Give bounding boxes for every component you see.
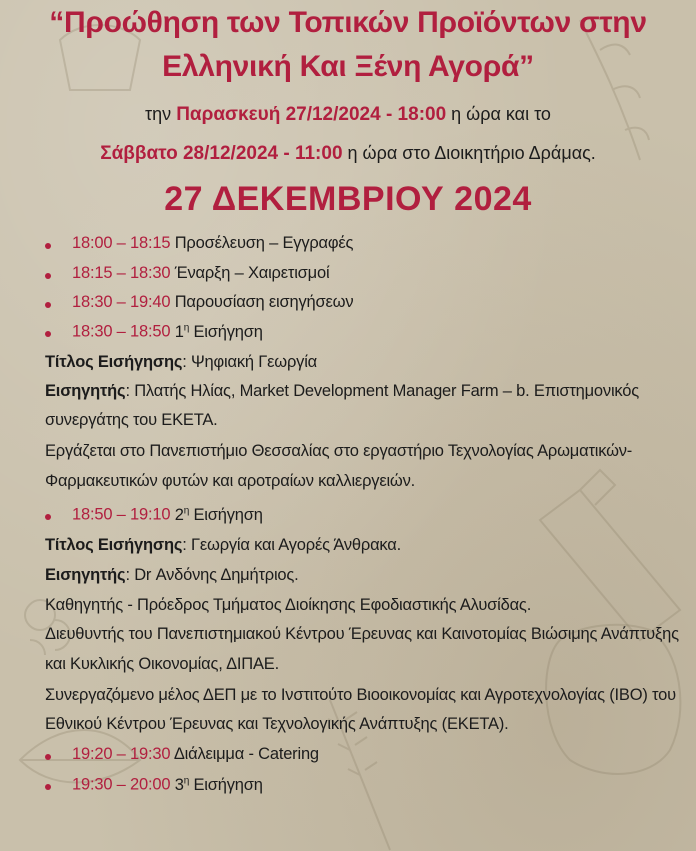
talk-number: 3 xyxy=(174,775,184,794)
bullet-icon xyxy=(45,331,51,337)
speaker-label: Εισηγητής xyxy=(45,382,126,400)
bullet-icon xyxy=(45,243,51,249)
speaker-value: : Dr Ανδόνης Δημήτριος. xyxy=(125,566,299,584)
bottle-sketch xyxy=(540,470,680,640)
schedule-text: Παρουσίαση εισηγήσεων xyxy=(174,293,354,311)
schedule-text xyxy=(175,506,263,524)
schedule-item xyxy=(72,745,319,764)
schedule-time: 18:00 – 18:15 xyxy=(72,234,171,252)
schedule-item xyxy=(72,264,329,283)
talk-2-speaker xyxy=(45,566,299,585)
day-2-datetime: Σάββατο 28/12/2024 - 11:00 xyxy=(100,143,343,164)
event-title-line-1: “Προώθηση των Τοπικών Προϊόντων στην xyxy=(49,6,647,39)
talk-2-bio-1: Καθηγητής - Πρόεδρος Τμήματος Διοίκησης Εφοδιαστικής Αλυσίδας. xyxy=(45,596,532,614)
schedule-time: 19:30 – 20:00 xyxy=(72,775,171,794)
schedule-item xyxy=(72,775,263,795)
talk-label: Εισήγηση xyxy=(193,505,263,524)
event-date-line-1 xyxy=(0,104,696,126)
talk-label: Εισήγηση xyxy=(193,322,263,341)
talk-1-title xyxy=(45,353,317,372)
bullet-icon xyxy=(45,514,51,520)
bullet-icon xyxy=(45,784,51,790)
ordinal-suffix: η xyxy=(183,775,190,786)
day-heading: 27 ΔΕΚΕΜΒΡΙΟΥ 2024 xyxy=(164,180,532,218)
talk-title-label: Τίτλος Εισήγησης xyxy=(45,536,183,554)
day-1-datetime: Παρασκευή 27/12/2024 - 18:00 xyxy=(176,104,447,125)
speaker-value: : Πλατής Ηλίας, Market Development Manager Farm – b. Επιστημονικός xyxy=(125,382,639,400)
schedule-time: 18:50 – 19:10 xyxy=(72,505,171,524)
ordinal-suffix: η xyxy=(183,322,190,333)
talk-title-label: Τίτλος Εισήγησης xyxy=(45,353,183,371)
talk-2-bio-3: και Κυκλικής Οικονομίας, ΔΙΠΑΕ. xyxy=(45,655,279,673)
schedule-time: 19:20 – 19:30 xyxy=(72,745,171,763)
talk-title-value: : Γεωργία και Αγορές Άνθρακα. xyxy=(182,536,401,554)
schedule-time: 18:30 – 19:40 xyxy=(72,293,171,311)
ordinal-suffix: η xyxy=(183,505,190,516)
schedule-time: 18:15 – 18:30 xyxy=(72,264,171,282)
venue-text: η ώρα στο Διοικητήριο Δράμας. xyxy=(347,143,596,163)
olive-branch-sketch xyxy=(580,20,649,160)
talk-label: Εισήγηση xyxy=(193,775,263,794)
bullet-icon xyxy=(45,754,51,760)
talk-1-speaker xyxy=(45,382,639,401)
schedule-text: Διάλειμμα - Catering xyxy=(173,745,319,763)
talk-2-bio-5: Εθνικού Κέντρου Έρευνας και Τεχνολογικής Ανάπτυξης (ΕΚΕΤΑ). xyxy=(45,715,509,733)
talk-number: 1 xyxy=(174,322,184,341)
schedule-text xyxy=(175,776,263,794)
schedule-item xyxy=(72,293,353,312)
event-date-line-2 xyxy=(0,143,696,165)
talk-2-bio-4: Συνεργαζόμενο μέλος ΔΕΠ με το Ινστιτούτο Βιοοικονομίας και Αγροτεχνολογίας (IBO) του xyxy=(45,686,676,704)
talk-1-bio-2: Φαρμακευτικών φυτών και αροτραίων καλλιεργειών. xyxy=(45,472,416,490)
schedule-text: Έναρξη – Χαιρετισμοί xyxy=(174,264,330,282)
schedule-item xyxy=(72,234,353,253)
talk-1-speaker-cont: συνεργάτης του ΕΚΕΤΑ. xyxy=(45,411,218,429)
schedule-item xyxy=(72,322,263,342)
talk-title-value: : Ψηφιακή Γεωργία xyxy=(182,353,318,371)
talk-2-title xyxy=(45,536,401,555)
speaker-label: Εισηγητής xyxy=(45,566,126,584)
schedule-text: Προσέλευση – Εγγραφές xyxy=(174,234,354,252)
talk-1-bio-1: Εργάζεται στο Πανεπιστήμιο Θεσσαλίας στο εργαστήριο Τεχνολογίας Αρωματικών- xyxy=(45,442,633,460)
bullet-icon xyxy=(45,273,51,279)
schedule-item xyxy=(72,505,263,525)
intro-prefix: την xyxy=(145,104,172,124)
event-title-line-2: Ελληνική Και Ξένη Αγορά” xyxy=(162,50,534,83)
schedule-time: 18:30 – 18:50 xyxy=(72,322,171,341)
talk-number: 2 xyxy=(174,505,184,524)
schedule-text xyxy=(175,323,263,341)
bullet-icon xyxy=(45,302,51,308)
talk-2-bio-2: Διευθυντής του Πανεπιστημιακού Κέντρου Έρευνας και Καινοτομίας Βιώσιμης Ανάπτυξης xyxy=(45,625,679,643)
intro-connector: η ώρα και το xyxy=(451,104,551,124)
